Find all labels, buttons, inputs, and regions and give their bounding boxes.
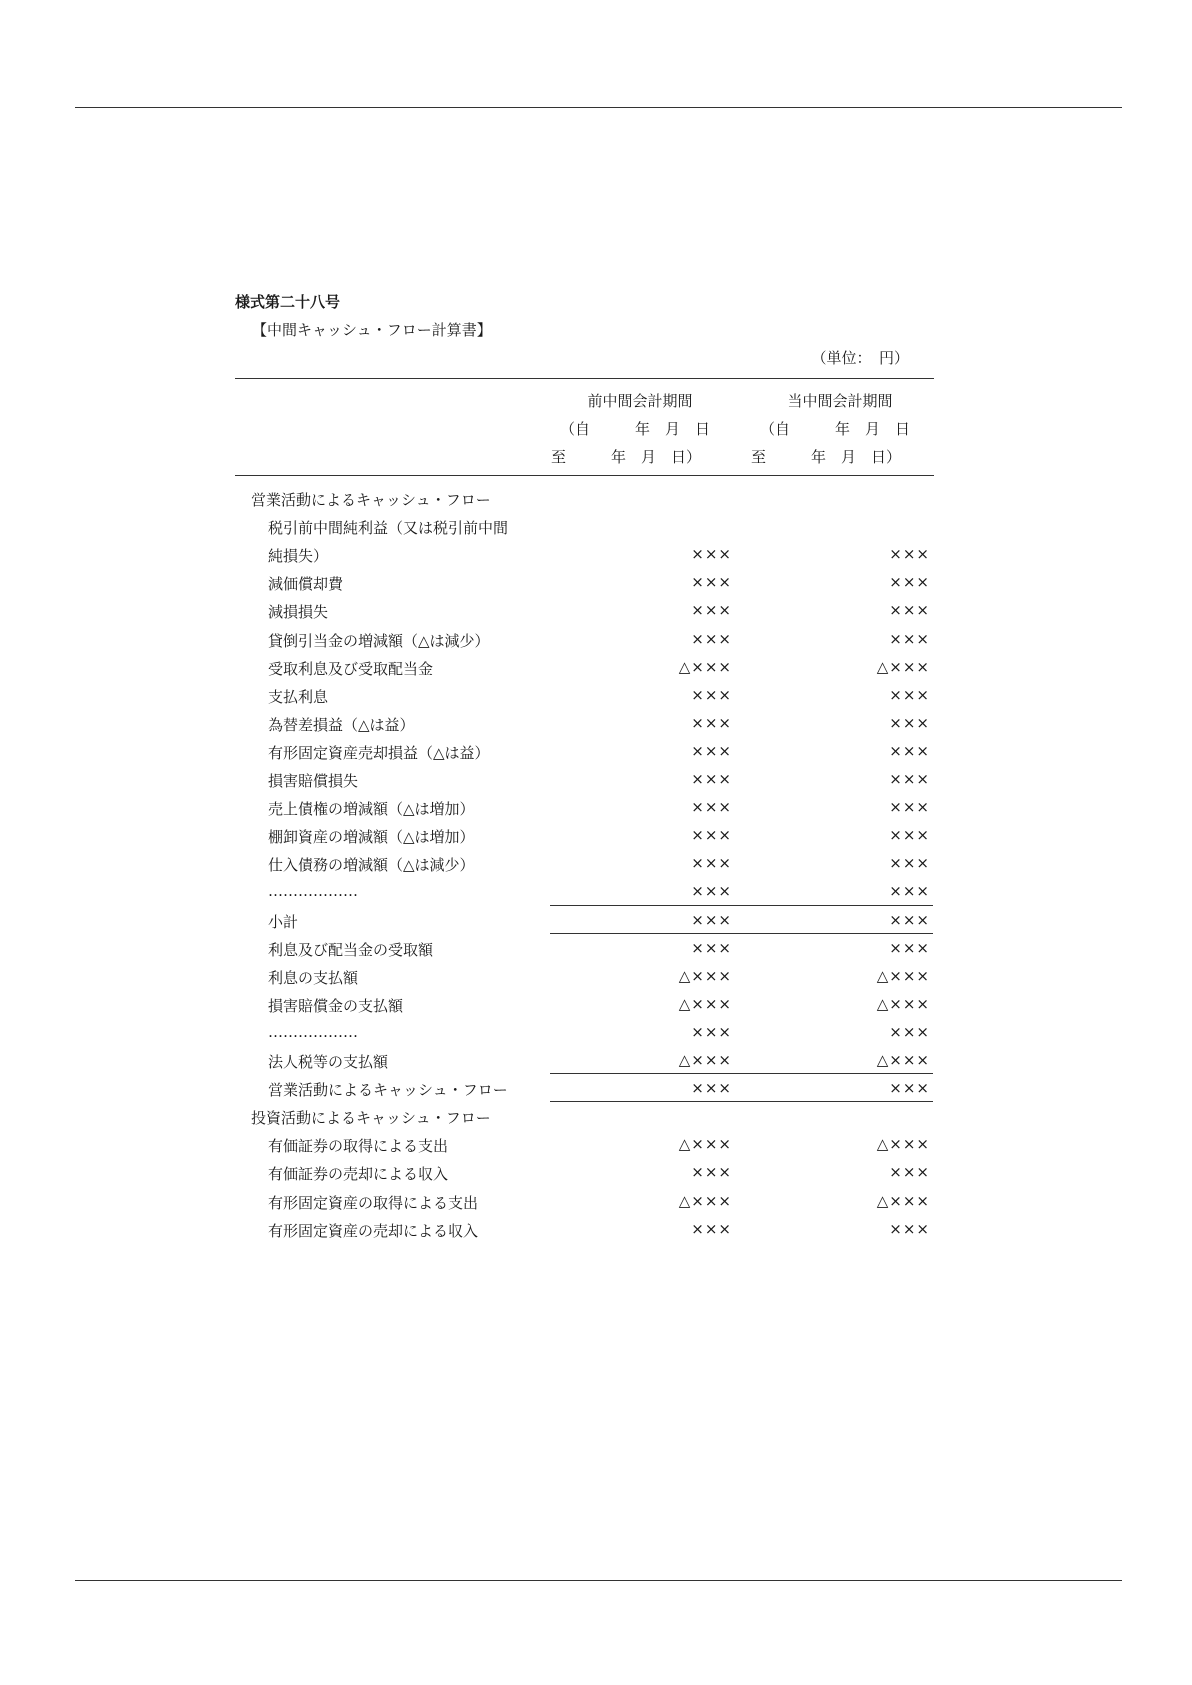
row-label: 税引前中間純利益（又は税引前中間	[268, 519, 509, 538]
table-row	[0, 821, 1192, 849]
row-label: 純損失）	[268, 547, 329, 566]
unit-label: （単位： 円）	[811, 349, 909, 367]
row-label: 売上債権の増減額（△は増加）	[268, 800, 475, 819]
value-previous-period: ×××	[691, 713, 732, 732]
table-row	[0, 625, 1192, 653]
table-row	[0, 1018, 1192, 1046]
row-label: ………………	[268, 1022, 358, 1041]
value-current-period: △×××	[876, 1191, 930, 1210]
value-previous-period: △×××	[678, 1191, 732, 1210]
row-label: 棚卸資産の増減額（△は増加）	[268, 828, 475, 847]
table-row	[0, 1158, 1192, 1186]
page-footer-rule	[75, 1580, 1122, 1581]
value-current-period: △×××	[876, 994, 930, 1013]
table-row	[0, 990, 1192, 1018]
value-current-period: △×××	[876, 1135, 930, 1154]
table-row	[0, 681, 1192, 709]
table-row	[0, 934, 1192, 962]
row-label: 法人税等の支払額	[268, 1053, 389, 1071]
table-row	[0, 849, 1192, 877]
table-row	[0, 596, 1192, 624]
table-row	[0, 653, 1192, 681]
value-previous-period: △×××	[678, 994, 732, 1013]
value-current-period: ×××	[889, 826, 930, 845]
row-label: 有価証券の売却による収入	[268, 1165, 449, 1184]
row-label: 有形固定資産の売却による収入	[268, 1221, 479, 1240]
form-number: 様式第二十八号	[235, 293, 341, 311]
value-previous-period: △×××	[678, 1135, 732, 1154]
period-previous-from: （自 年 月 日	[560, 420, 711, 438]
table-row	[0, 906, 1192, 934]
document-title: 【中間キャッシュ・フロー計算書】	[252, 321, 492, 339]
row-label: 有形固定資産の取得による支出	[268, 1193, 479, 1212]
value-current-period: ×××	[889, 713, 930, 732]
row-label: 小計	[268, 912, 299, 931]
value-current-period: ×××	[889, 629, 930, 648]
value-previous-period: ×××	[691, 1079, 732, 1098]
value-previous-period: ×××	[691, 938, 732, 957]
subtotal-rule	[550, 933, 933, 934]
row-label: 利息及び配当金の受取額	[268, 940, 434, 959]
value-previous-period: ×××	[691, 798, 732, 817]
value-previous-period: ×××	[691, 545, 732, 564]
value-previous-period: ×××	[691, 910, 732, 929]
row-label: 損害賠償金の支払額	[268, 996, 404, 1015]
value-previous-period: ×××	[691, 629, 732, 648]
value-previous-period: ×××	[691, 601, 732, 620]
value-current-period: ×××	[889, 1079, 930, 1098]
page-header-rule	[75, 107, 1122, 108]
table-row	[0, 540, 1192, 568]
period-current-from: （自 年 月 日	[760, 420, 911, 438]
table-row	[0, 1130, 1192, 1158]
value-current-period: ×××	[889, 1163, 930, 1182]
value-previous-period: ×××	[691, 1022, 732, 1041]
value-current-period: ×××	[889, 573, 930, 592]
column-title-previous: 前中間会計期間	[587, 392, 693, 410]
row-label: 損害賠償損失	[268, 772, 359, 790]
row-label: 支払利息	[268, 687, 329, 706]
value-previous-period: ×××	[691, 685, 732, 704]
value-current-period: ×××	[889, 741, 930, 760]
value-previous-period: ×××	[691, 741, 732, 760]
value-previous-period: ×××	[691, 1163, 732, 1182]
table-row	[0, 877, 1192, 905]
value-current-period: ×××	[889, 545, 930, 564]
value-previous-period: ×××	[691, 1219, 732, 1238]
row-label: 減価償却費	[268, 575, 344, 594]
table-row	[0, 1102, 1192, 1130]
value-current-period: △×××	[876, 1051, 930, 1069]
value-current-period: △×××	[876, 657, 930, 676]
value-current-period: △×××	[876, 966, 930, 985]
table-row	[0, 709, 1192, 737]
row-label: 有価証券の取得による支出	[268, 1137, 449, 1156]
value-current-period: ×××	[889, 798, 930, 817]
row-label: 利息の支払額	[268, 968, 359, 987]
row-label: 営業活動によるキャッシュ・フロー	[268, 1081, 508, 1100]
value-previous-period: ×××	[691, 826, 732, 845]
subtotal-rule	[550, 1101, 933, 1102]
table-header-rule	[235, 475, 934, 476]
period-previous-to: 至 年 月 日）	[551, 448, 702, 466]
value-current-period: ×××	[889, 685, 930, 704]
table-row	[0, 793, 1192, 821]
row-label: 仕入債務の増減額（△は減少）	[268, 856, 475, 875]
table-row	[0, 962, 1192, 990]
value-previous-period: △×××	[678, 657, 732, 676]
value-current-period: ×××	[889, 910, 930, 929]
value-current-period: ×××	[889, 854, 930, 873]
value-previous-period: ×××	[691, 882, 732, 901]
row-label: 有形固定資産売却損益（△は益）	[268, 743, 490, 762]
row-label: ………………	[268, 882, 358, 901]
table-row	[0, 1046, 1192, 1074]
row-label: 貸倒引当金の増減額（△は減少）	[268, 631, 490, 650]
row-label: 減損損失	[268, 603, 329, 622]
table-row	[0, 568, 1192, 596]
table-top-rule	[235, 378, 934, 379]
table-row	[0, 765, 1192, 793]
table-row	[0, 484, 1192, 512]
table-row	[0, 1187, 1192, 1215]
subtotal-rule	[550, 905, 933, 906]
value-current-period: ×××	[889, 1022, 930, 1041]
value-current-period: ×××	[889, 882, 930, 901]
row-label: 為替差損益（△は益）	[268, 715, 415, 734]
value-previous-period: △×××	[678, 966, 732, 985]
table-row	[0, 512, 1192, 540]
period-current-to: 至 年 月 日）	[751, 448, 902, 466]
value-current-period: ×××	[889, 1219, 930, 1238]
column-title-current: 当中間会計期間	[787, 392, 893, 410]
row-label: 受取利息及び受取配当金	[268, 659, 434, 678]
row-label: 投資活動によるキャッシュ・フロー	[251, 1109, 491, 1128]
row-label: 営業活動によるキャッシュ・フロー	[251, 491, 491, 509]
value-previous-period: ×××	[691, 854, 732, 873]
table-row	[0, 1215, 1192, 1243]
value-current-period: ×××	[889, 601, 930, 620]
value-previous-period: △×××	[678, 1051, 732, 1069]
subtotal-rule	[550, 1073, 933, 1074]
table-row	[0, 1074, 1192, 1102]
table-row	[0, 737, 1192, 765]
value-current-period: ×××	[889, 938, 930, 957]
value-previous-period: ×××	[691, 573, 732, 592]
value-previous-period: ×××	[691, 770, 732, 788]
value-current-period: ×××	[889, 770, 930, 788]
